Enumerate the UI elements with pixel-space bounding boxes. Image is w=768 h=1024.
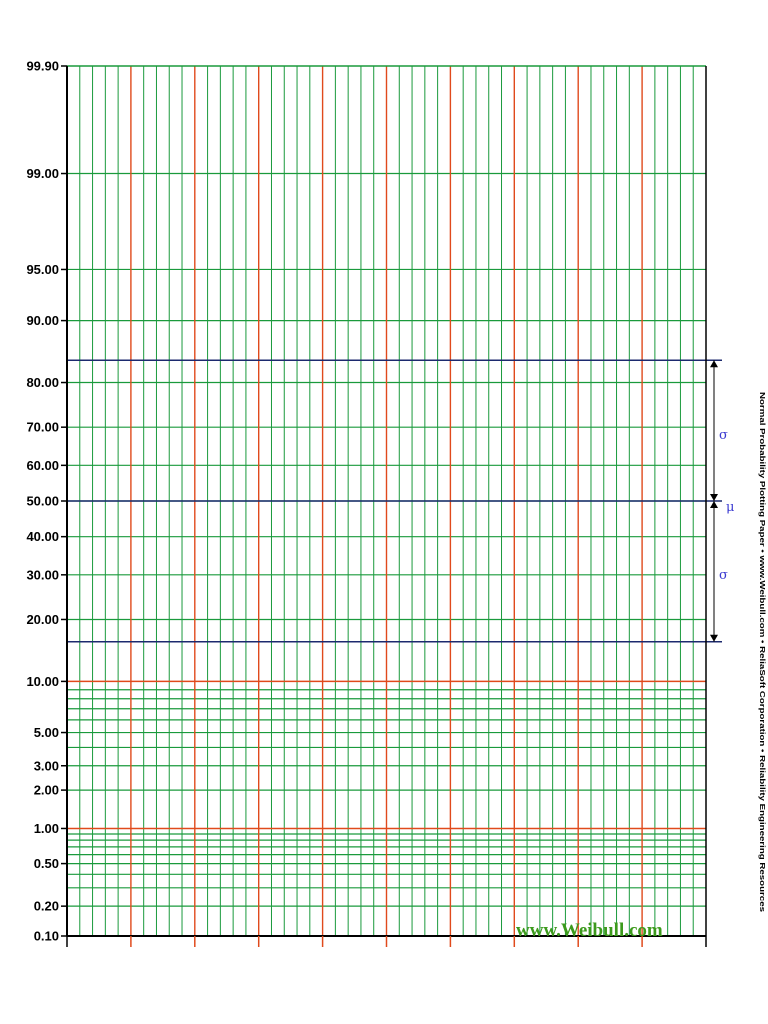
y-tick-label: 10.00	[26, 673, 59, 689]
y-tick-label: 20.00	[26, 611, 59, 627]
arrowhead-icon	[710, 635, 718, 642]
y-tick-label: 0.10	[33, 928, 59, 944]
y-tick-label: 1.00	[33, 820, 59, 836]
y-tick-label: 3.00	[33, 758, 59, 774]
y-tick-label: 99.00	[26, 166, 59, 182]
sigma-upper-label: σ	[719, 428, 728, 443]
y-tick-label: 5.00	[33, 725, 59, 741]
y-tick-label: 30.00	[26, 567, 59, 583]
y-tick-label: 80.00	[26, 375, 59, 391]
sigma-annotations	[719, 428, 734, 583]
y-tick-label: 99.90	[26, 58, 59, 74]
watermark-text: www.Weibull.com	[516, 920, 663, 941]
arrowhead-icon	[710, 494, 718, 501]
arrowhead-icon	[710, 501, 718, 508]
y-tick-label: 0.20	[33, 898, 59, 914]
sigma-reference-lines	[67, 360, 722, 641]
sigma-lower-label: σ	[719, 568, 728, 583]
y-tick-label: 90.00	[26, 313, 59, 329]
y-tick-label: 40.00	[26, 529, 59, 545]
y-tick-label: 50.00	[26, 493, 59, 509]
y-tick-label: 95.00	[26, 261, 59, 277]
y-tick-label: 0.50	[33, 856, 59, 872]
y-tick-labels	[26, 59, 67, 944]
arrowhead-icon	[710, 360, 718, 367]
y-tick-label: 70.00	[26, 419, 59, 435]
side-note: Normal Probability Plotting Paper • www.Weibull.com • ReliaSoft Corporation • Reliability Engineering Resources	[758, 392, 765, 768]
y-tick-label: 2.00	[33, 782, 59, 798]
y-tick-label: 60.00	[26, 457, 59, 473]
mu-label: μ	[726, 500, 735, 515]
